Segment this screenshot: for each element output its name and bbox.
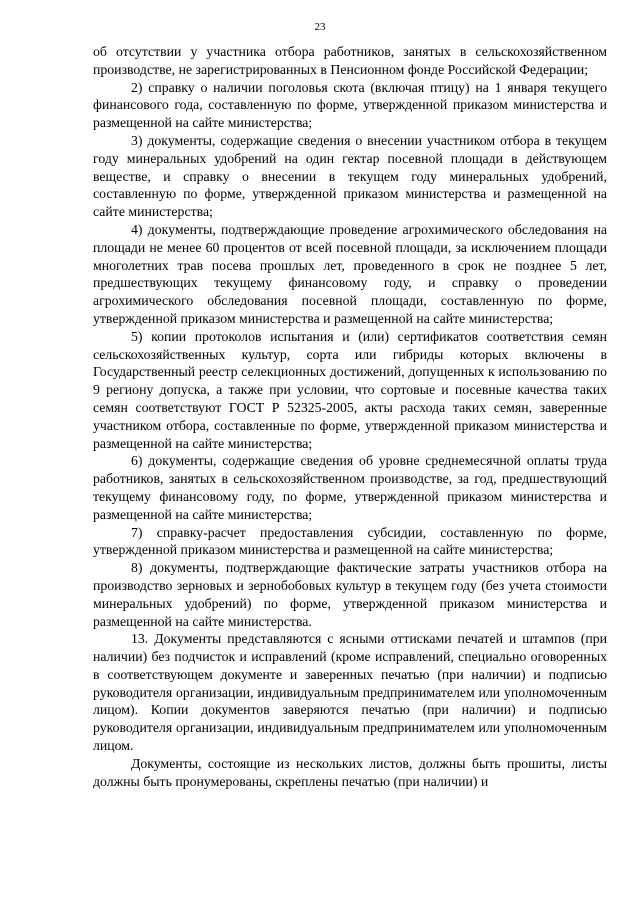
paragraph-item-3: 3) документы, содержащие сведения о внесении участником отбора в текущем году минеральных удобрений на один гектар посевной площади в действующем веществе, и справку о внесении в текущем году минеральных удобрений, составленную по форме, утвержденной приказом министерства и размещенной на сайте министерства;	[93, 132, 607, 220]
paragraph-item-7: 7) справку-расчет предоставления субсидии, составленную по форме, утвержденной приказом министерства и размещенной на сайте министерства;	[93, 524, 607, 558]
paragraph-item-2: 2) справку о наличии поголовья скота (включая птицу) на 1 января текущего финансового года, составленную по форме, утвержденной приказом министерства и размещенной на сайте министерства;	[93, 79, 607, 131]
paragraph-section-13: 13. Документы представляются с ясными оттисками печатей и штампов (при наличии) без подчисток и исправлений (кроме исправлений, специально оговоренных в соответствующем документе и заверенных печатью (при наличии) и подписью руководителя организации, индивидуальным предпринимателем или уполномоченным лицом). Копии документов заверяются печатью (при наличии) и подписью руководителя организации, индивидуальным предпринимателем или уполномоченным лицом.	[93, 631, 607, 754]
page-number: 23	[314, 21, 326, 33]
paragraph-item-5: 5) копии протоколов испытания и (или) сертификатов соответствия семян сельскохозяйственных культур, сорта или гибриды которых включены в Государственный реестр селекционных достижений, допущенных к использованию по 9 региону допуска, а также при условии, что сортовые и посевные качества таких семян соответствуют ГОСТ Р 52325-2005, акты расхода таких семян, заверенные участником отбора, составленные по форме, утвержденной приказом министерства и размещенной на сайте министерства;	[93, 328, 607, 451]
document-body	[93, 43, 607, 790]
paragraph-item-8: 8) документы, подтверждающие фактические затраты участников отбора на производство зерновых и зернобобовых культур в текущем году (без учета стоимости минеральных удобрений) по форме, утвержденной приказом министерства и размещенной на сайте министерства.	[93, 560, 607, 629]
paragraph-1-continuation: об отсутствии у участника отбора работников, занятых в сельскохозяйственном производстве, не зарегистрированных в Пенсионном фонде Российской Федерации;	[93, 44, 607, 77]
paragraph-item-4: 4) документы, подтверждающие проведение агрохимического обследования на площади не менее 60 процентов от всей посевной площади, за исключением площади многолетних трав посева прошлых лет, проведенного в срок не позднее 5 лет, предшествующих текущему финансовому году, и справку о проведении агрохимического обследования посевной площади, составленную по форме, утвержденной приказом министерства и размещенной на сайте министерства;	[93, 221, 607, 326]
paragraph-binding-requirements: Документы, состоящие из нескольких листов, должны быть прошиты, листы должны быть пронумерованы, скреплены печатью (при наличии) и	[93, 755, 607, 789]
paragraph-item-6: 6) документы, содержащие сведения об уровне среднемесячной оплаты труда работников, занятых в сельскохозяйственном производстве, за год, предшествующий текущему финансовому году, по форме, утвержденной приказом министерства и размещенной на сайте министерства;	[93, 453, 607, 522]
